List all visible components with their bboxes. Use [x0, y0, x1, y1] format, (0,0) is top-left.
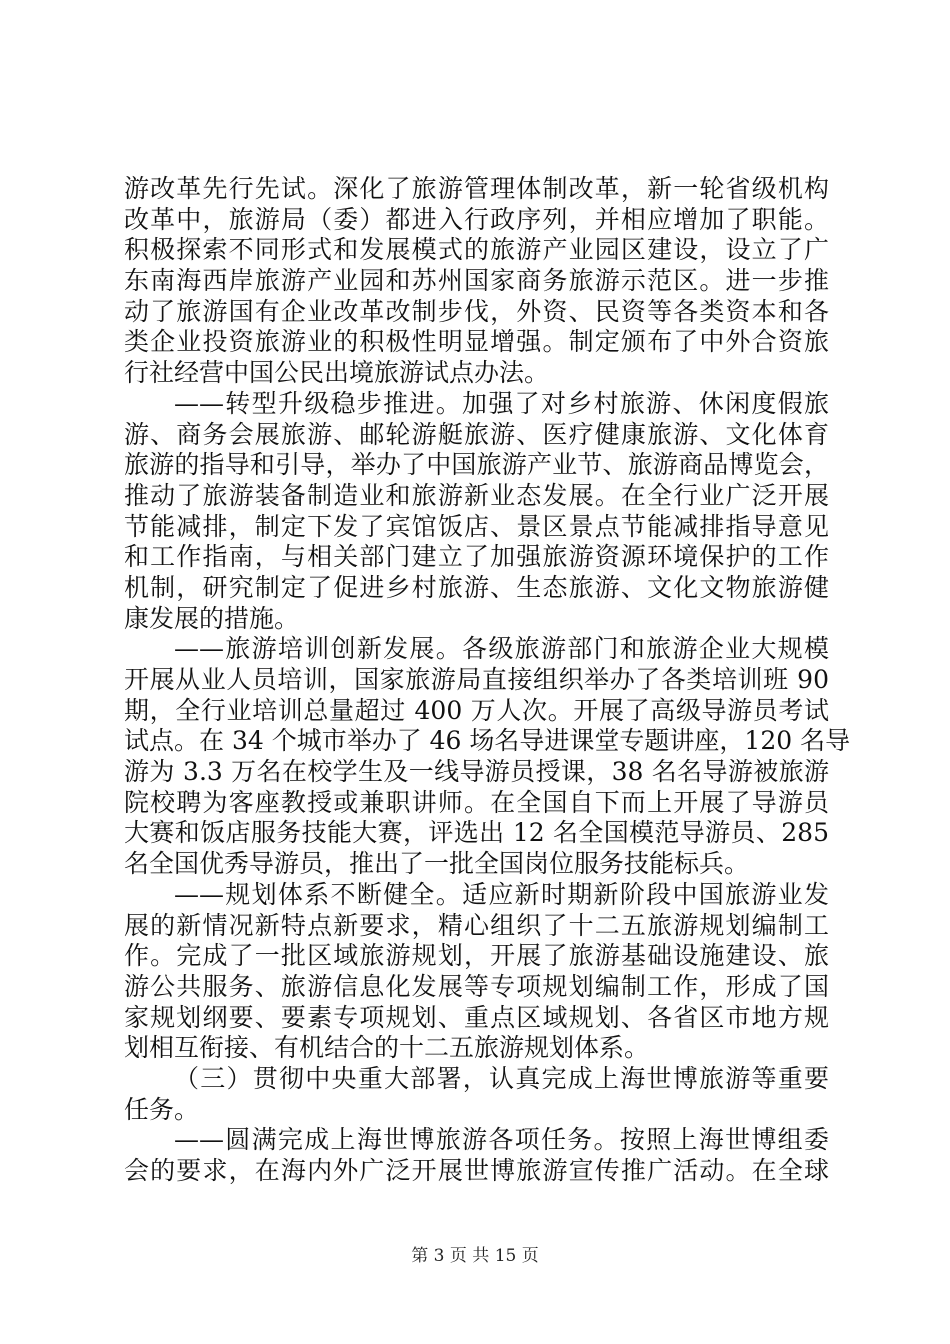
text-line: ——圆满完成上海世博旅游各项任务。按照上海世博组委 [174, 1125, 829, 1155]
text-line: ——转型升级稳步推进。加强了对乡村旅游、休闲度假旅 [174, 388, 829, 418]
text-line: 家规划纲要、要素专项规划、重点区域规划、各省区市地方规 [124, 1002, 829, 1032]
text-line: 和工作指南，与相关部门建立了加强旅游资源环境保护的工作 [124, 542, 829, 572]
text-line: ——规划体系不断健全。适应新时期新阶段中国旅游业发 [174, 879, 829, 909]
text-line: 游改革先行先试。深化了旅游管理体制改革，新一轮省级机构 [124, 174, 829, 203]
text-line: 机制，研究制定了促进乡村旅游、生态旅游、文化文物旅游健 [124, 572, 829, 602]
text-line: 旅游的指导和引导，举办了中国旅游产业节、旅游商品博览会， [124, 450, 829, 480]
text-line: 开展从业人员培训，国家旅游局直接组织举办了各类培训班 90 [124, 665, 829, 694]
text-line: 任务。 [124, 1094, 200, 1124]
text-line: 东南海西岸旅游产业园和苏州国家商务旅游示范区。进一步推 [124, 266, 829, 296]
text-line: 大赛和饭店服务技能大赛，评选出 12 名全国模范导游员、285 [124, 818, 829, 848]
text-line: 行社经营中国公民出境旅游试点办法。 [124, 358, 550, 388]
text-line: 康发展的措施。 [124, 603, 300, 633]
text-line: （三）贯彻中央重大部署，认真完成上海世博旅游等重要 [174, 1063, 829, 1093]
text-line: 期，全行业培训总量超过 400 万人次。开展了高级导游员考试 [124, 695, 829, 725]
text-line: 会的要求，在海内外广泛开展世博旅游宣传推广活动。在全球 [124, 1156, 829, 1185]
text-line: 推动了旅游装备制造业和旅游新业态发展。在全行业广泛开展 [124, 480, 829, 510]
text-line: 作。完成了一批区域旅游规划，开展了旅游基础设施建设、旅 [124, 941, 829, 971]
text-line: 动了旅游国有企业改革改制步伐，外资、民资等各类资本和各 [124, 296, 829, 326]
text-line: 划相互衔接、有机结合的十二五旅游规划体系。 [124, 1033, 650, 1063]
page-footer: 第 3 页 共 15 页 [411, 1246, 539, 1266]
text-line: 展的新情况新特点新要求，精心组织了十二五旅游规划编制工 [124, 910, 829, 940]
text-line: ——旅游培训创新发展。各级旅游部门和旅游企业大规模 [174, 634, 829, 664]
body-text [124, 174, 851, 1187]
text-line: 改革中，旅游局（委）都进入行政序列，并相应增加了职能。 [124, 204, 829, 234]
text-line: 游公共服务、旅游信息化发展等专项规划编制工作，形成了国 [124, 971, 829, 1001]
text-line: 名全国优秀导游员，推出了一批全国岗位服务技能标兵。 [124, 849, 750, 879]
text-line: 院校聘为客座教授或兼职讲师。在全国自下而上开展了导游员 [124, 787, 829, 817]
text-line: 节能减排，制定下发了宾馆饭店、景区景点节能减排指导意见 [124, 511, 829, 541]
text-line: 积极探索不同形式和发展模式的旅游产业园区建设，设立了广 [124, 235, 829, 265]
text-line: 类企业投资旅游业的积极性明显增强。制定颁布了中外合资旅 [124, 327, 829, 357]
text-line: 游、商务会展旅游、邮轮游艇旅游、医疗健康旅游、文化体育 [124, 419, 829, 449]
text-line: 试点。在 34 个城市举办了 46 场名导进课堂专题讲座，120 名导 [124, 726, 851, 756]
text-line: 游为 3.3 万名在校学生及一线导游员授课，38 名名导游被旅游 [124, 757, 829, 787]
